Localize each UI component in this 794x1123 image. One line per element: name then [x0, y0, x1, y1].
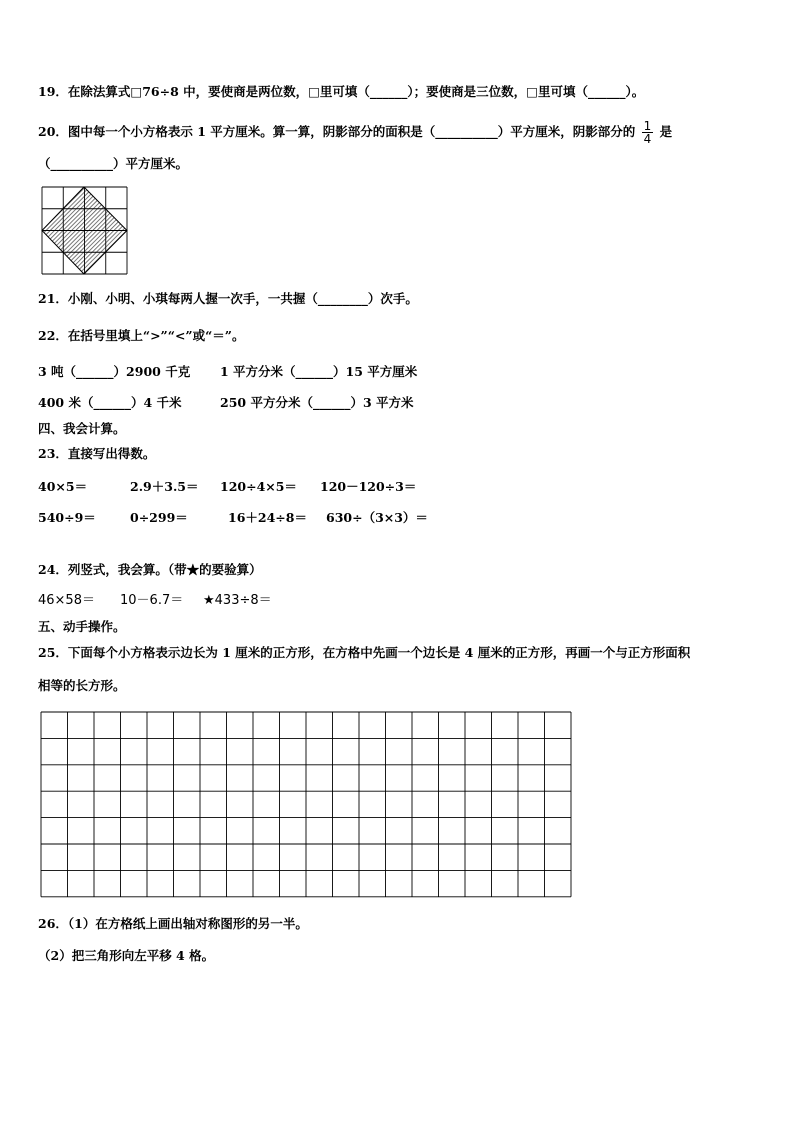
vertical-calc-item: 46×58＝ [38, 593, 95, 608]
q22-item-1 [38, 364, 190, 380]
calc-item: 2.9＋3.5＝ [130, 479, 199, 494]
q22-item-3 [38, 395, 182, 411]
calc-item: 630÷（3×3）＝ [326, 510, 428, 525]
question-23-text: 23．直接写出得数。 [38, 446, 156, 461]
fraction-denominator: 4 [643, 132, 652, 146]
compare-item: 400 米（______）4 千米 [38, 395, 182, 410]
question-25-line-1 [38, 645, 690, 661]
square-grid-paper[interactable] [40, 711, 572, 898]
calc-item: 40×5＝ [38, 479, 88, 494]
question-22-text: 22．在括号里填上“>”“<”或“＝”。 [38, 328, 245, 343]
q22-item-4 [220, 395, 414, 411]
section-4-title [38, 421, 126, 437]
question-24-text: 24．列竖式，我会算。（带★的要验算） [38, 562, 262, 577]
question-19-text: 19．在除法算式□76÷8 中，要使商是两位数，□里可填（______）；要使商是三位数，□里可填（______）。 [38, 84, 645, 99]
question-20-text: 20．图中每一个小方格表示 1 平方厘米。算一算，阴影部分的面积是（__________）平方厘米，阴影部分的 [38, 124, 636, 139]
calc-item: 16＋24÷8＝ [228, 510, 307, 525]
question-26-part-2 [38, 948, 214, 964]
section-title: 四、我会计算。 [38, 421, 126, 436]
section-title: 五、动手操作。 [38, 619, 126, 634]
section-5-title [38, 619, 126, 635]
q23-r2-c2 [130, 510, 188, 526]
question-26-text-1: 26．（1）在方格纸上画出轴对称图形的另一半。 [38, 916, 308, 931]
q22-item-2 [220, 364, 417, 380]
question-25-line-2 [38, 678, 126, 694]
question-22 [38, 328, 244, 344]
question-21 [38, 291, 418, 307]
question-20-text-end: 是 [659, 124, 673, 139]
calc-item: 0÷299＝ [130, 510, 188, 525]
fraction-numerator: 1 [643, 119, 652, 133]
question-26-part-1 [38, 916, 308, 932]
shaded-diamond-grid-figure [40, 185, 130, 277]
question-25-text-cont: 相等的长方形。 [38, 678, 126, 693]
question-21-text: 21．小刚、小明、小琪每两人握一次手，一共握（________）次手。 [38, 291, 418, 306]
question-20-answer-line: （__________）平方厘米。 [38, 156, 189, 171]
q23-r2-c1 [38, 510, 96, 526]
q23-r1-c2 [130, 479, 199, 495]
calc-item: 120÷4×5＝ [220, 479, 297, 494]
calc-item: 540÷9＝ [38, 510, 96, 525]
question-20-line-1 [38, 120, 672, 145]
q24-item-1 [38, 593, 95, 609]
q24-item-2 [120, 593, 183, 609]
question-20-line-2 [38, 156, 188, 172]
q24-item-3 [203, 593, 272, 609]
q23-r2-c3 [228, 510, 307, 526]
calc-item: 120－120÷3＝ [320, 479, 417, 494]
q23-r1-c4 [320, 479, 416, 495]
vertical-calc-item: 10－6.7＝ [120, 593, 184, 608]
compare-item: 3 吨（______）2900 千克 [38, 364, 191, 379]
compare-item: 250 平方分米（______）3 平方米 [220, 395, 414, 410]
q23-r1-c1 [38, 479, 87, 495]
question-23 [38, 446, 155, 462]
question-19 [38, 84, 644, 100]
question-24 [38, 562, 262, 578]
vertical-calc-item: ★433÷8＝ [203, 593, 272, 608]
question-26-text-2: （2）把三角形向左平移 4 格。 [38, 948, 215, 963]
fraction-one-quarter [642, 120, 654, 145]
compare-item: 1 平方分米（______）15 平方厘米 [220, 364, 418, 379]
question-25-text: 25．下面每个小方格表示边长为 1 厘米的正方形，在方格中先画一个边长是 4 厘米的正方形，再画一个与正方形面积 [38, 645, 691, 660]
q23-r2-c4 [326, 510, 428, 526]
q23-r1-c3 [220, 479, 297, 495]
grid-lines [42, 187, 127, 274]
